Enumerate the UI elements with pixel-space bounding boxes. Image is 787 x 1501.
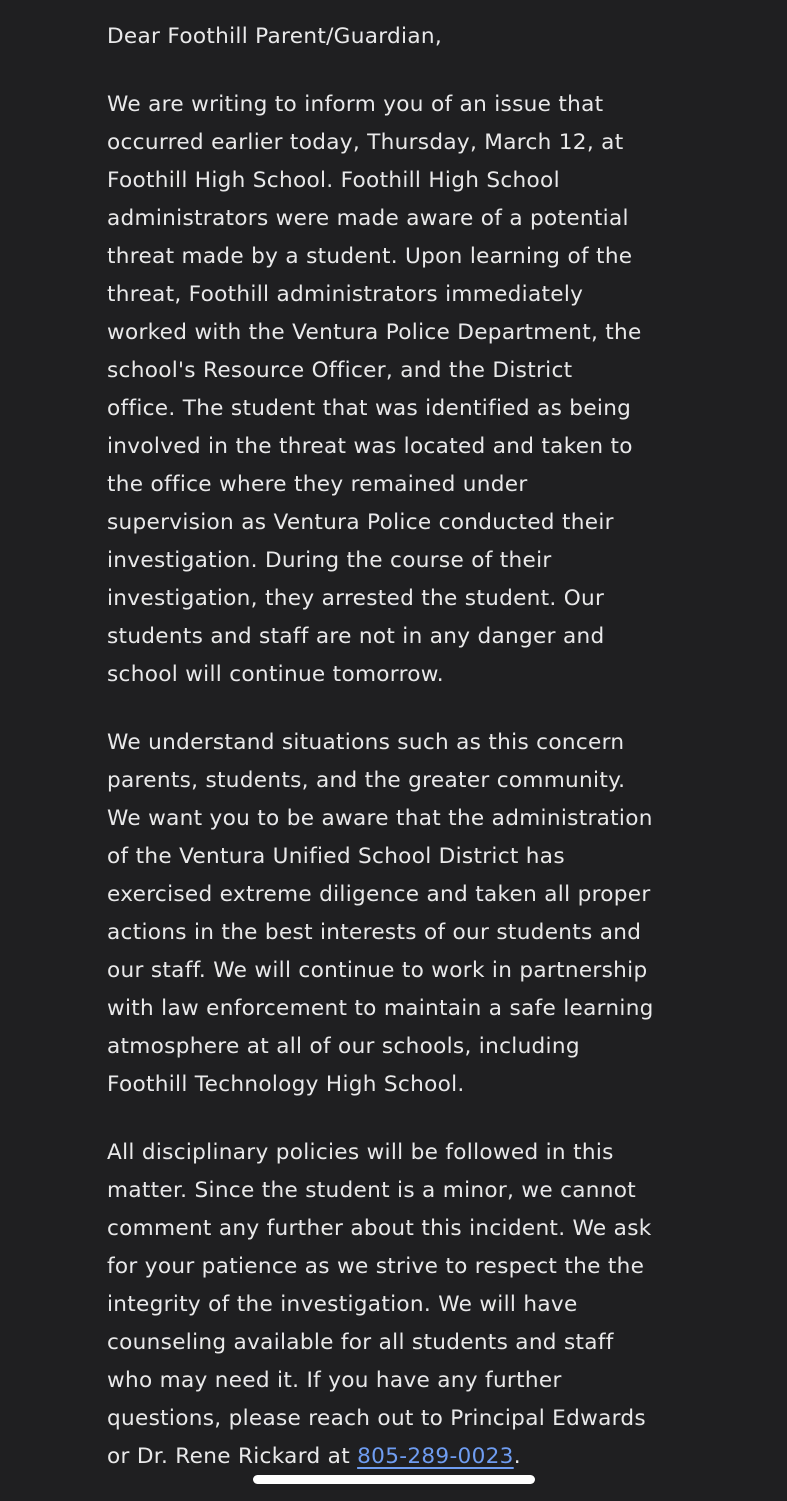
paragraph-line: Foothill High School. Foothill High School: [107, 168, 560, 193]
paragraph-line: counseling available for all students and staff: [107, 1330, 614, 1355]
paragraph-line: school's Resource Officer, and the District: [107, 358, 573, 383]
paragraph-line: matter. Since the student is a minor, we cannot: [107, 1178, 637, 1203]
paragraph-line: involved in the threat was located and taken to: [107, 434, 633, 459]
home-indicator-bar[interactable]: [253, 1475, 535, 1484]
paragraph-line: of the Ventura Unified School District has: [107, 844, 565, 869]
greeting-line: Dear Foothill Parent/Guardian,: [107, 24, 443, 49]
paragraph-line: the office where they remained under: [107, 472, 528, 497]
last-line-suffix: .: [513, 1444, 521, 1469]
paragraph-line: We understand situations such as this concern: [107, 730, 625, 755]
paragraph-line: parents, students, and the greater community.: [107, 768, 626, 793]
paragraph-line: who may need it. If you have any further: [107, 1368, 562, 1393]
paragraph-line: school will continue tomorrow.: [107, 662, 444, 687]
paragraph-line: for your patience as we strive to respect the the: [107, 1254, 645, 1279]
paragraph-last-line: [107, 1438, 687, 1476]
paragraph-line: questions, please reach out to Principal Edwards: [107, 1406, 646, 1431]
paragraph-line: with law enforcement to maintain a safe learning: [107, 996, 654, 1021]
paragraph-line: All disciplinary policies will be followed in this: [107, 1140, 614, 1165]
phone-number-link[interactable]: 805-289-0023: [357, 1444, 514, 1469]
last-line-prefix: or Dr. Rene Rickard at: [107, 1444, 358, 1469]
paragraph-line: exercised extreme diligence and taken all proper: [107, 882, 651, 907]
paragraph-line: office. The student that was identified as being: [107, 396, 632, 421]
paragraph-line: threat made by a student. Upon learning of the: [107, 244, 633, 269]
paragraph-3: [107, 1134, 687, 1476]
paragraph-line: occurred earlier today, Thursday, March 12, at: [107, 130, 624, 155]
paragraph-line: investigation, they arrested the student. Our: [107, 586, 605, 611]
paragraph-line: threat, Foothill administrators immediately: [107, 282, 584, 307]
paragraph-line: students and staff are not in any danger and: [107, 624, 605, 649]
paragraph-line: administrators were made aware of a potential: [107, 206, 629, 231]
paragraph-line: our staff. We will continue to work in partnership: [107, 958, 648, 983]
paragraph-line: We are writing to inform you of an issue that: [107, 92, 604, 117]
paragraph-line: We want you to be aware that the administration: [107, 806, 653, 831]
paragraph-line: integrity of the investigation. We will have: [107, 1292, 578, 1317]
paragraph-line: supervision as Ventura Police conducted their: [107, 510, 614, 535]
paragraph-line: comment any further about this incident. We ask: [107, 1216, 652, 1241]
paragraph-line: atmosphere at all of our schools, including: [107, 1034, 580, 1059]
paragraph-2: [107, 724, 687, 1104]
paragraph-line: investigation. During the course of their: [107, 548, 552, 573]
paragraph-line: worked with the Ventura Police Department, the: [107, 320, 642, 345]
email-body: [107, 18, 687, 1501]
greeting: [107, 18, 687, 56]
paragraph-line: actions in the best interests of our students and: [107, 920, 642, 945]
paragraph-1: [107, 86, 687, 694]
paragraph-line: Foothill Technology High School.: [107, 1072, 465, 1097]
